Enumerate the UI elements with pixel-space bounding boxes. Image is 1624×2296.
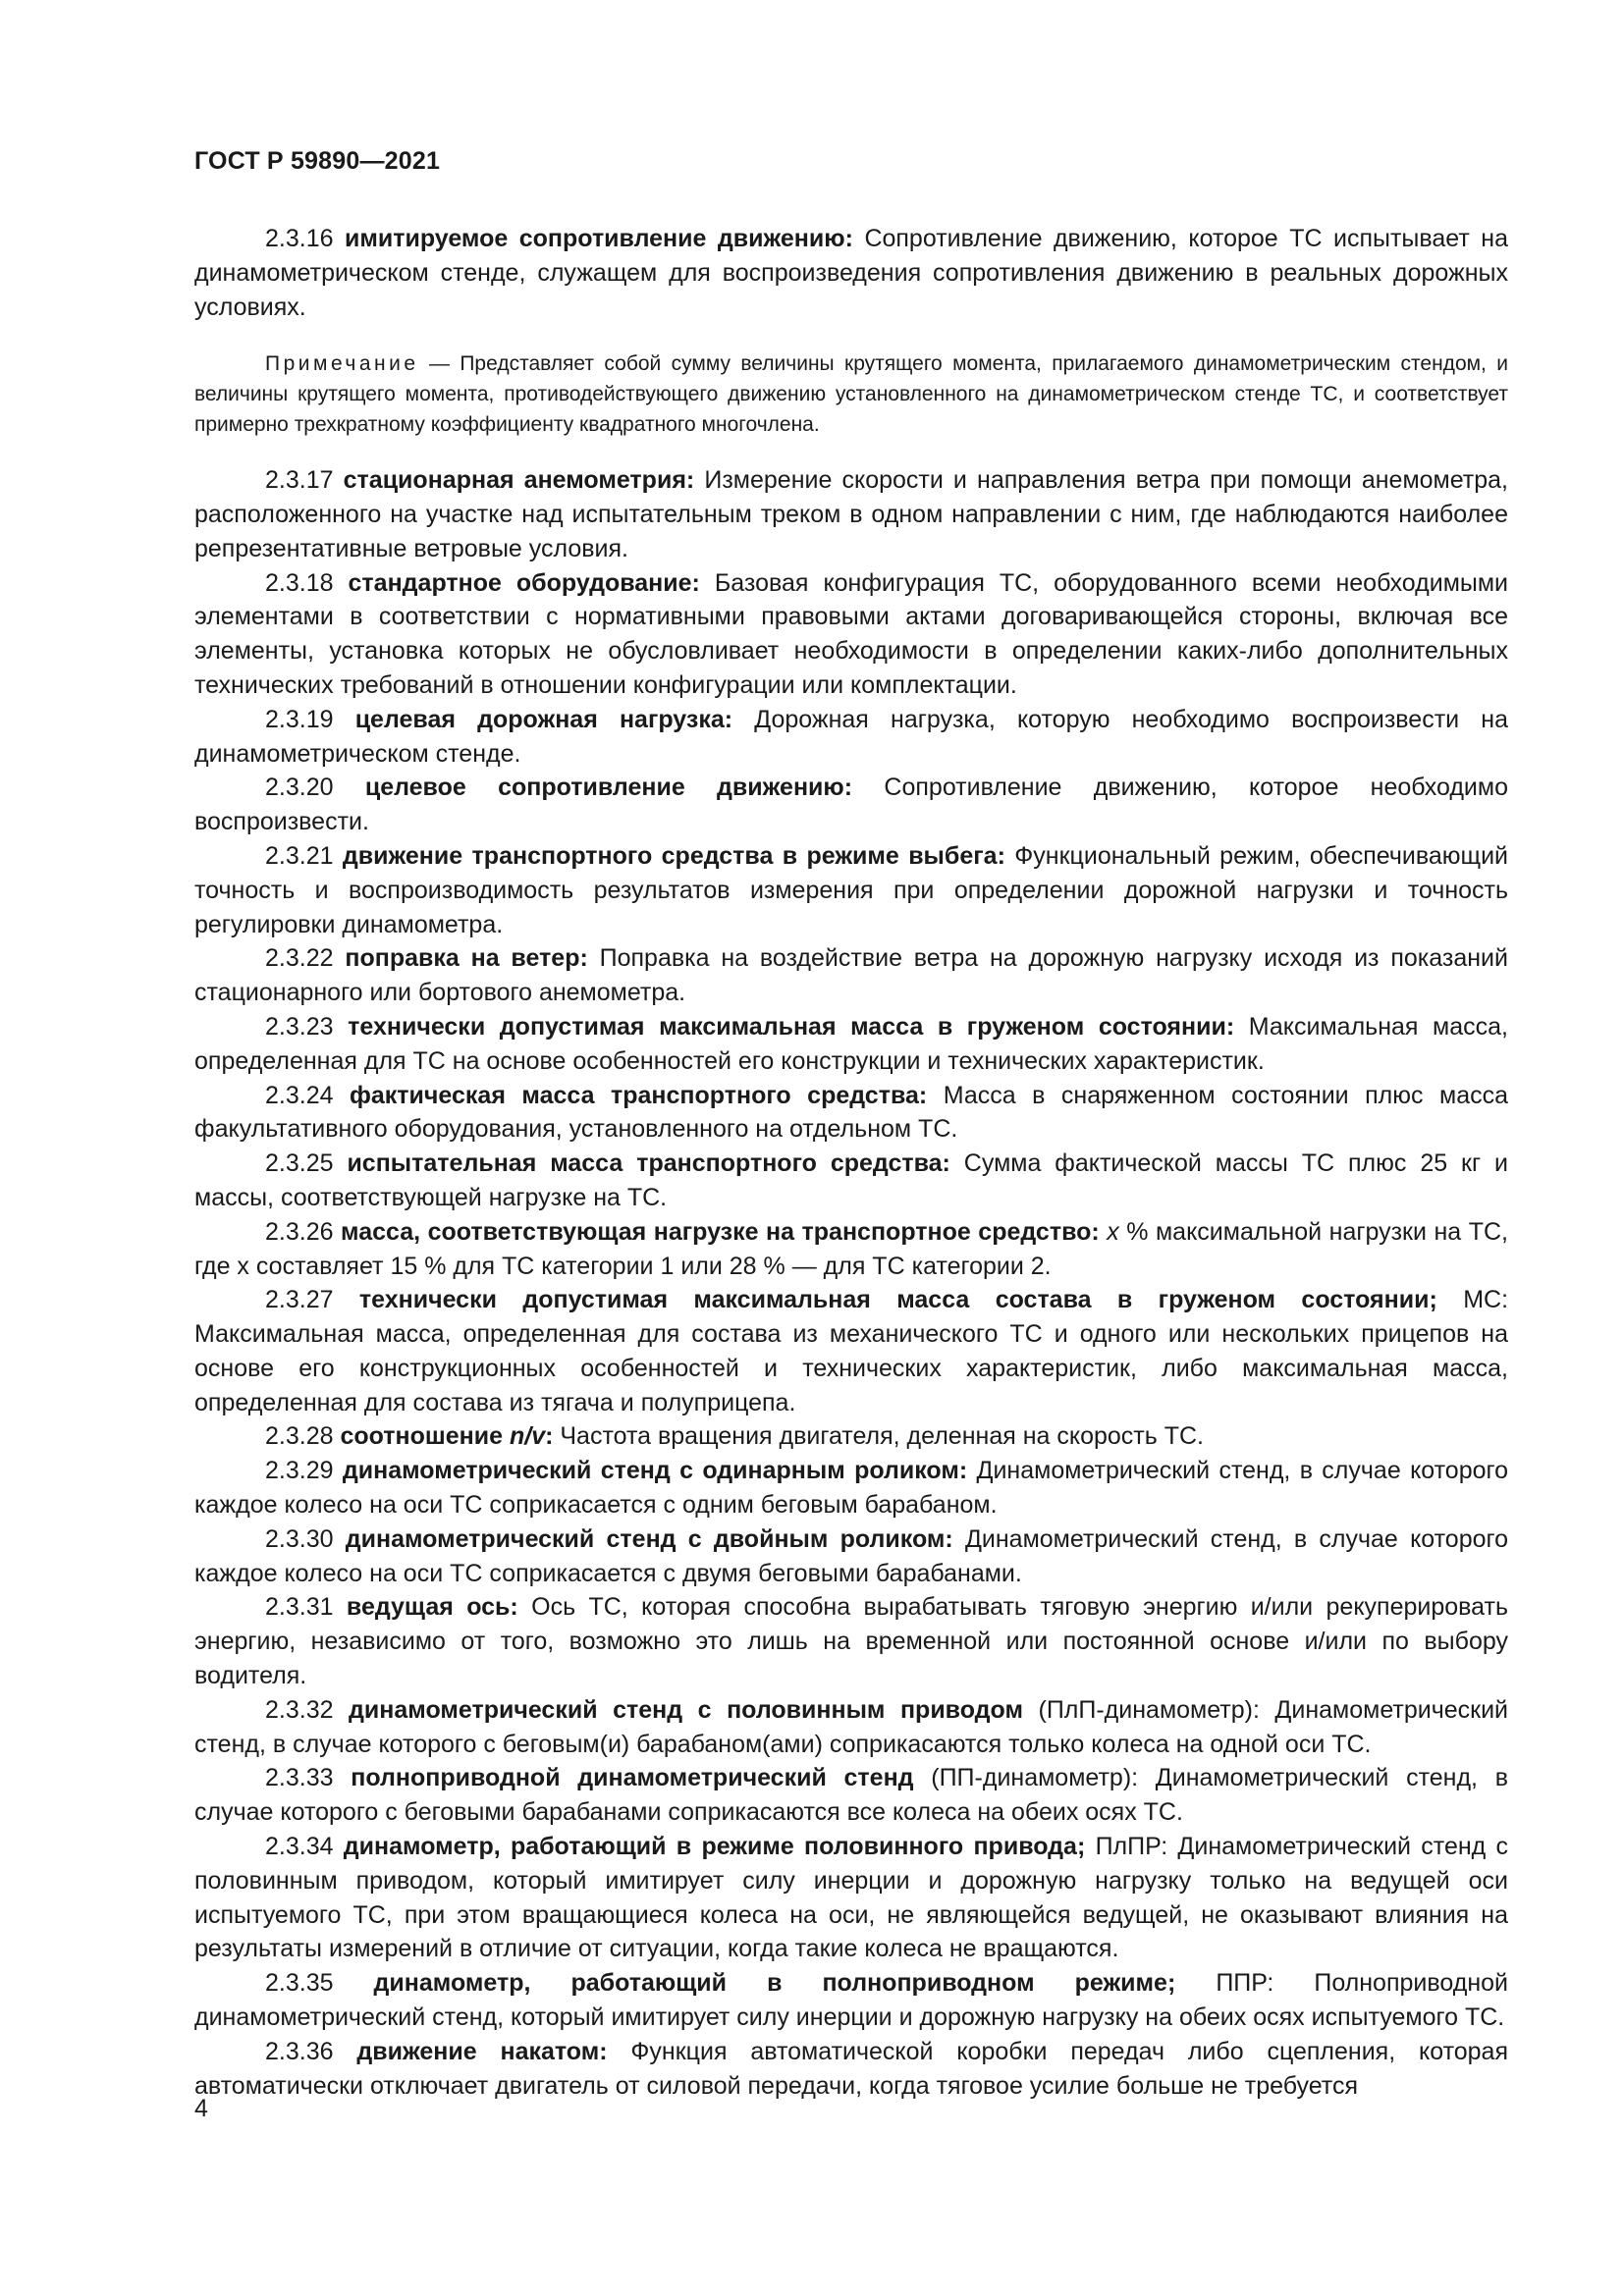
definition-2-3-32 bbox=[194, 1693, 1508, 1762]
entry-term-main: соотношение bbox=[340, 1422, 504, 1451]
entry-text: ППР: Полноприводной динамометрический стенд, который имитирует силу инерции и дорожную нагрузку на обеих осях испытуемого ТС. bbox=[194, 1969, 1508, 2032]
entry-term: полноприводной динамометрический стенд bbox=[351, 1764, 914, 1792]
entry-text: Динамометрический стенд, в случае которого каждое колесо на оси ТС соприкасается с двумя беговыми барабанами. bbox=[194, 1524, 1508, 1587]
entry-term: целевое сопротивление движению: bbox=[364, 774, 853, 802]
entry-number: 2.3.30 bbox=[265, 1524, 334, 1553]
entry-term: имитируемое сопротивление движению: bbox=[345, 225, 853, 252]
definition-2-3-25 bbox=[194, 1147, 1508, 1215]
definition-2-3-22 bbox=[194, 941, 1508, 1010]
entry-number: 2.3.19 bbox=[265, 705, 334, 733]
entry-term: динамометрический стенд с одинарным роликом: bbox=[342, 1457, 968, 1485]
document-body bbox=[194, 222, 1508, 2103]
entry-term: технически допустимая максимальная масса состава в груженом состоянии; bbox=[358, 1286, 1437, 1314]
page-number: 4 bbox=[194, 2095, 208, 2122]
entry-text: Сумма фактической массы ТС плюс 25 кг и массы, соответствующей нагрузке на ТС. bbox=[194, 1149, 1508, 1211]
entry-number: 2.3.21 bbox=[265, 841, 334, 870]
entry-term: целевая дорожная нагрузка: bbox=[354, 705, 733, 733]
entry-text: Масса в снаряженном состоянии плюс масса факультативного оборудования, установленного на отдельном ТС. bbox=[194, 1081, 1509, 1144]
entry-text: Динамометрический стенд, в случае которого каждое колесо на оси ТС соприкасается с одним беговым барабаном. bbox=[194, 1457, 1508, 1520]
definition-2-3-16 bbox=[194, 222, 1508, 324]
definition-2-3-30 bbox=[194, 1522, 1508, 1591]
definition-2-3-36 bbox=[194, 2035, 1508, 2104]
definition-2-3-23 bbox=[194, 1010, 1508, 1079]
entry-term: стандартное оборудование: bbox=[348, 568, 700, 597]
entry-number: 2.3.29 bbox=[265, 1457, 334, 1485]
note-text: — Представляет собой сумму величины крутящего момента, прилагаемого динамометрическим стендом, и величины крутящего момента, противодействующего движению установленного на динамометрическом стенде ТС, и соответствует примерно трехкратному коэффициенту квадратного многочлена. bbox=[194, 352, 1508, 436]
entry-term: движение транспортного средства в режиме выбега: bbox=[342, 841, 1005, 870]
entry-text: Сопротивление движению, которое необходимо воспроизвести. bbox=[194, 774, 1508, 836]
entry-number: 2.3.26 bbox=[265, 1217, 334, 1246]
entry-text: Функциональный режим, обеспечивающий точность и воспроизводимость результатов измерения при определении дорожной нагрузки и точность регулировки динамометра. bbox=[194, 841, 1509, 938]
definition-2-3-19 bbox=[194, 703, 1508, 772]
definition-2-3-35 bbox=[194, 1966, 1508, 2035]
entry-text: Дорожная нагрузка, которую необходимо воспроизвести на динамометрическом стенде. bbox=[194, 705, 1508, 768]
entry-number: 2.3.28 bbox=[265, 1422, 334, 1451]
entry-variable: x bbox=[1107, 1217, 1119, 1246]
definition-2-3-17 bbox=[194, 463, 1508, 565]
entry-text: Частота вращения двигателя, деленная на скорость ТС. bbox=[560, 1422, 1204, 1451]
note-label: Примечание bbox=[265, 352, 419, 376]
definition-2-3-21 bbox=[194, 839, 1508, 941]
entry-text: % максимальной нагрузки на ТС, где x составляет 15 % для ТС категории 1 или 28 % — для ТС категории 2. bbox=[194, 1217, 1508, 1280]
entry-text: МС: Максимальная масса, определенная для состава из механического ТС и одного или нескольких прицепов на основе его конструкционных особенностей и технических характеристик, либо максимальная масса, определенная для состава из тягача и полуприцепа. bbox=[194, 1286, 1509, 1416]
document-code-header: ГОСТ Р 59890—2021 bbox=[194, 147, 441, 175]
entry-term bbox=[340, 1422, 553, 1450]
definition-2-3-26 bbox=[194, 1215, 1508, 1284]
entry-number: 2.3.32 bbox=[265, 1695, 334, 1724]
entry-text: Измерение скорости и направления ветра при помощи анемометра, расположенного на участке над испытательным треком в одном направлении с ним, где наблюдаются наиболее репрезентативные ветровые условия. bbox=[194, 466, 1509, 562]
entry-text: Функция автоматической коробки передач либо сцепления, которая автоматически отключает двигатель от силовой передачи, когда тяговое усилие больше не требуется bbox=[194, 2037, 1508, 2100]
definition-2-3-34 bbox=[194, 1830, 1508, 1966]
entry-term: динамометрический стенд с двойным роликом: bbox=[345, 1524, 953, 1553]
entry-term: фактическая масса транспортного средства: bbox=[350, 1081, 928, 1109]
definition-2-3-31 bbox=[194, 1590, 1508, 1692]
entry-number: 2.3.22 bbox=[265, 944, 334, 973]
entry-number: 2.3.23 bbox=[265, 1012, 334, 1041]
entry-number: 2.3.36 bbox=[265, 2037, 334, 2065]
entry-term: испытательная масса транспортного средства: bbox=[347, 1149, 950, 1178]
entry-text: ПлПР: Динамометрический стенд с половинным приводом, который имитирует силу инерции и дорожную нагрузку только на ведущей оси испытуемого ТС, при этом вращающиеся колеса на оси, не являющейся ведущей, не оказывают влияния на результаты измерений в отличие от ситуации, когда такие колеса не вращаются. bbox=[194, 1833, 1509, 1963]
definition-2-3-33 bbox=[194, 1761, 1508, 1830]
entry-term: масса, соответствующая нагрузке на транспортное средство: bbox=[341, 1217, 1100, 1246]
definition-2-3-18 bbox=[194, 566, 1508, 703]
entry-text: Максимальная масса, определенная для ТС на основе особенностей его конструкции и технических характеристик. bbox=[194, 1012, 1508, 1075]
definition-2-3-27 bbox=[194, 1283, 1508, 1419]
note-paragraph bbox=[194, 349, 1508, 440]
entry-number: 2.3.20 bbox=[265, 774, 334, 802]
entry-term: динамометр, работающий в полноприводном режиме; bbox=[373, 1969, 1176, 1998]
entry-number: 2.3.34 bbox=[265, 1833, 334, 1861]
entry-term: динамометрический стенд с половинным приводом bbox=[349, 1695, 1023, 1724]
entry-number: 2.3.18 bbox=[265, 568, 334, 597]
entry-text: (ПП-динамометр): Динамометрический стенд, в случае которого с беговыми барабанами соприкасаются все колеса на обеих осях ТС. bbox=[194, 1764, 1508, 1827]
entry-number: 2.3.33 bbox=[265, 1764, 334, 1792]
definition-2-3-24 bbox=[194, 1079, 1508, 1148]
entry-term: технически допустимая максимальная масса в груженом состоянии: bbox=[348, 1012, 1235, 1041]
entry-number: 2.3.27 bbox=[265, 1286, 334, 1314]
entry-number: 2.3.17 bbox=[265, 466, 334, 495]
entry-term: ведущая ось: bbox=[346, 1593, 518, 1622]
entry-number: 2.3.16 bbox=[265, 225, 334, 252]
entry-number: 2.3.24 bbox=[265, 1081, 334, 1109]
entry-term-colon: : bbox=[545, 1422, 554, 1451]
entry-term: динамометр, работающий в режиме половинного привода; bbox=[343, 1833, 1086, 1861]
entry-number: 2.3.31 bbox=[265, 1593, 334, 1622]
entry-term: поправка на ветер: bbox=[345, 944, 588, 973]
entry-text: Ось ТС, которая способна вырабатывать тяговую энергию и/или рекуперировать энергию, независимо от того, возможно это лишь на временной или постоянной основе и/или по выбору водителя. bbox=[194, 1593, 1508, 1690]
entry-number: 2.3.35 bbox=[265, 1969, 334, 1998]
entry-text: (ПлП-динамометр): Динамометрический стенд, в случае которого с беговым(и) барабаном(ами) соприкасаются только колеса на одной оси ТС. bbox=[194, 1695, 1509, 1758]
entry-text: Сопротивление движению, которое ТС испытывает на динамометрическом стенде, служащем для воспроизведения сопротивления движению в реальных дорожных условиях. bbox=[194, 225, 1508, 321]
entry-term: движение накатом: bbox=[356, 2037, 608, 2065]
entry-term: стационарная анемометрия: bbox=[343, 466, 695, 495]
entry-number: 2.3.25 bbox=[265, 1149, 334, 1178]
definition-2-3-29 bbox=[194, 1454, 1508, 1522]
entry-text: Базовая конфигурация ТС, оборудованного всеми необходимыми элементами в соответствии с нормативными правовыми актами договаривающейся стороны, включая все элементы, установка которых не обусловливает необходимости в определении каких-либо дополнительных технических требований в отношении конфигурации или комплектации. bbox=[194, 568, 1508, 699]
entry-text: Поправка на воздействие ветра на дорожную нагрузку исходя из показаний стационарного или бортового анемометра. bbox=[194, 944, 1508, 1007]
definition-2-3-28 bbox=[194, 1419, 1508, 1454]
entry-term-variable: n/v bbox=[509, 1422, 546, 1451]
definition-2-3-20 bbox=[194, 771, 1508, 839]
